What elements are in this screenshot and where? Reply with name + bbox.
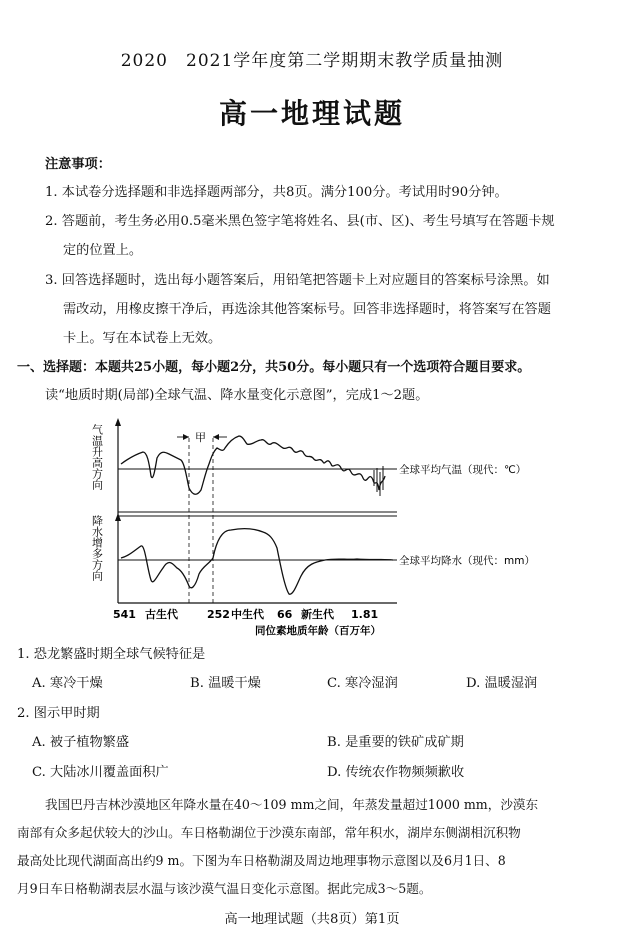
subject-title: 高一地理试题 xyxy=(218,97,405,130)
x-tick-252: 252 xyxy=(207,608,230,621)
temperature-curve xyxy=(121,436,385,494)
temp-reference-label: 全球平均气温（现代：℃） xyxy=(399,464,527,476)
era-label-mesozoic: 中生代 xyxy=(231,608,264,621)
precipitation-curve xyxy=(121,529,393,595)
note-line-4: 3. 回答选择题时，选出每小题答案后，用铅笔把答题卡上对应题目的答案标号涂黑。如 xyxy=(45,273,550,288)
question-1-stem: 1. 恐龙繁盛时期全球气候特征是 xyxy=(17,647,206,662)
question-2-option-d: D. 传统农作物频频歉收 xyxy=(327,765,465,780)
section1-intro: 读“地质时期(局部)全球气温、降水量变化示意图”，完成1～2题。 xyxy=(45,388,429,403)
question-1-option-d: D. 温暖湿润 xyxy=(466,676,538,691)
note-line-6: 卡上。写在本试卷上无效。 xyxy=(63,331,222,346)
x-axis-label: 同位素地质年龄（百万年） xyxy=(255,625,381,637)
question-2-stem: 2. 图示甲时期 xyxy=(17,706,100,721)
x-tick-541: 541 xyxy=(113,608,136,621)
note-line-2: 2. 答题前，考生务必用0.5毫米黑色签字笔将姓名、县(市、区)、考生号填写在答题卡规 xyxy=(45,214,555,229)
question-2-option-b: B. 是重要的铁矿成矿期 xyxy=(327,735,464,750)
passage-line-4: 月9日车日格勒湖表层水温与该沙漠气温日变化示意图。据此完成3～5题。 xyxy=(17,881,432,896)
x-tick-1-81: 1.81 xyxy=(351,608,379,621)
page-footer: 高一地理试题（共8页）第1页 xyxy=(224,912,400,927)
passage-line-3: 最高处比现代湖面高出约9 m。下图为车日格勒湖及周边地理事物示意图以及6月1日、8 xyxy=(17,853,506,868)
era-label-cenozoic: 新生代 xyxy=(301,608,334,621)
question-2-option-a: A. 被子植物繁盛 xyxy=(32,735,130,750)
precip-reference-label: 全球平均降水（现代：mm） xyxy=(399,555,535,567)
question-1-option-b: B. 温暖干燥 xyxy=(190,676,261,691)
section1-heading: 一、选择题：本题共25小题，每小题2分，共50分。每小题只有一个选项符合题目要求。 xyxy=(17,360,531,375)
note-line-3: 定的位置上。 xyxy=(63,243,143,258)
passage-line-2: 南部有众多起伏较大的沙山。车日格勒湖位于沙漠东南部，常年积水，湖岸东侧湖相沉积物 xyxy=(17,825,521,840)
chart-ylabel-bottom: 降水增多方向 xyxy=(90,515,104,581)
period-marker: 甲 xyxy=(195,431,206,444)
notes-heading: 注意事项： xyxy=(45,157,111,172)
climate-chart xyxy=(85,418,545,640)
note-line-1: 1. 本试卷分选择题和非选择题两部分，共8页。满分100分。考试用时90分钟。 xyxy=(45,185,508,200)
passage-line-1: 我国巴丹吉林沙漠地区年降水量在40～109 mm之间，年蒸发量超过1000 mm，沙漠东 xyxy=(45,797,539,812)
question-1-option-c: C. 寒冷湿润 xyxy=(327,676,398,691)
question-2-option-c: C. 大陆冰川覆盖面积广 xyxy=(32,765,169,780)
era-label-paleozoic: 古生代 xyxy=(145,608,178,621)
exam-title: 2020 2021学年度第二学期期末教学质量抽测 xyxy=(120,51,504,71)
question-1-option-a: A. 寒冷干燥 xyxy=(32,676,103,691)
chart-ylabel-top: 气温升高方向 xyxy=(90,424,104,490)
note-line-5: 需改动，用橡皮擦干净后，再选涂其他答案标号。回答非选择题时，将答案写在答题 xyxy=(63,302,551,317)
x-tick-66: 66 xyxy=(277,608,293,621)
